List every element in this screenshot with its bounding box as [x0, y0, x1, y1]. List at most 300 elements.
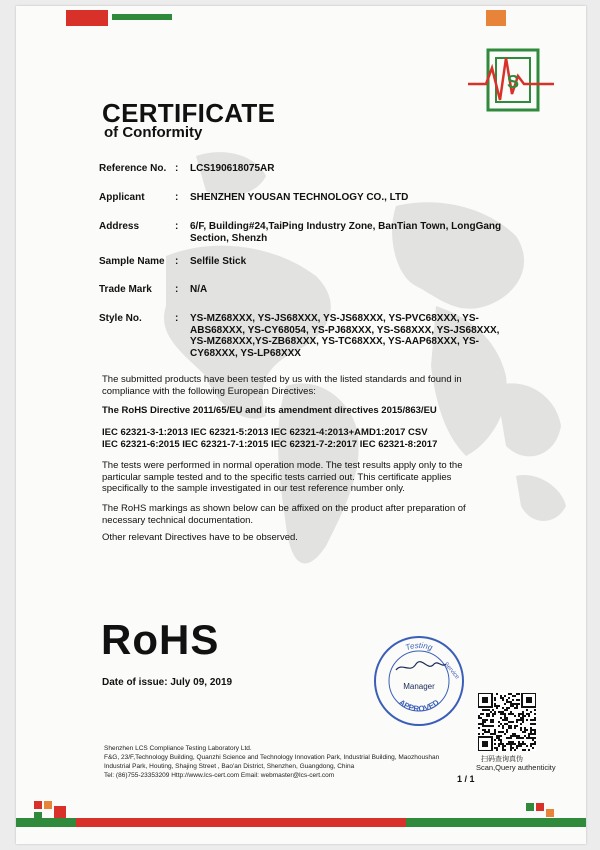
approval-stamp-icon — [372, 634, 466, 728]
qr-module — [528, 735, 530, 737]
qr-module — [520, 737, 522, 739]
qr-module — [500, 731, 502, 733]
qr-module — [514, 725, 516, 727]
qr-module — [502, 727, 504, 729]
qr-module — [522, 721, 524, 723]
qr-module — [498, 737, 500, 739]
qr-module — [502, 707, 504, 709]
qr-module — [508, 741, 510, 743]
lcs-logo-icon — [466, 46, 556, 116]
qr-module — [516, 745, 518, 747]
qr-module — [510, 713, 512, 715]
qr-module — [488, 731, 490, 733]
qr-module — [520, 729, 522, 731]
qr-module — [516, 721, 518, 723]
standards-line-1: IEC 62321-3-1:2013 IEC 62321-5:2013 IEC 62321-4:2013+AMD1:2017 CSV — [102, 427, 428, 438]
qr-module — [500, 723, 502, 725]
qr-module — [484, 729, 486, 731]
qr-module — [534, 733, 536, 735]
qr-module — [506, 707, 508, 709]
qr-module — [492, 721, 494, 723]
qr-module — [486, 719, 488, 721]
qr-module — [508, 697, 510, 699]
qr-module — [514, 715, 516, 717]
qr-module — [488, 713, 490, 715]
qr-module — [490, 725, 492, 727]
qr-module — [526, 729, 528, 731]
qr-module — [506, 709, 508, 711]
qr-module — [514, 695, 516, 697]
qr-module — [506, 723, 508, 725]
qr-module — [522, 741, 524, 743]
qr-module — [484, 721, 486, 723]
qr-module — [530, 737, 532, 739]
qr-module — [486, 713, 488, 715]
qr-module — [508, 693, 510, 695]
field-colon: : — [175, 221, 179, 232]
qr-module — [526, 709, 528, 711]
qr-module — [518, 743, 520, 745]
qr-module — [504, 715, 506, 717]
qr-module — [498, 743, 500, 745]
qr-module — [492, 709, 494, 711]
qr-module — [478, 733, 480, 735]
qr-module — [482, 729, 484, 731]
qr-module — [504, 713, 506, 715]
scan-english-label: Scan,Query authenticity — [476, 763, 556, 772]
qr-module — [504, 733, 506, 735]
directive-line: The RoHS Directive 2011/65/EU and its amendment directives 2015/863/EU — [102, 405, 437, 416]
markings-paragraph: The RoHS markings as shown below can be affixed on the product after preparation of necessary technical documentation. — [102, 503, 466, 526]
top-decorative-bar — [16, 6, 586, 16]
qr-module — [484, 719, 486, 721]
qr-module — [522, 713, 524, 715]
qr-module — [492, 719, 494, 721]
certificate-page — [16, 6, 586, 844]
qr-module — [508, 707, 510, 709]
qr-module — [532, 729, 534, 731]
applicant-label: Applicant — [99, 192, 145, 203]
date-of-issue: Date of issue: July 09, 2019 — [102, 677, 233, 688]
qr-module — [518, 703, 520, 705]
trade-mark-label: Trade Mark — [99, 284, 152, 295]
qr-module — [514, 735, 516, 737]
qr-module — [530, 745, 532, 747]
qr-module — [502, 731, 504, 733]
qr-module — [498, 711, 500, 713]
qr-module — [526, 745, 528, 747]
qr-module — [490, 719, 492, 721]
qr-module — [498, 735, 500, 737]
qr-module — [520, 727, 522, 729]
qr-module — [510, 737, 512, 739]
qr-module — [496, 693, 498, 695]
qr-module — [510, 745, 512, 747]
qr-module — [480, 723, 482, 725]
tests-paragraph: The tests were performed in normal operation mode. The test results apply only to the particular sample tested and to the specific tests carried out. This certificate applies specifically to the sample investigated in our test reference number only. — [102, 460, 463, 494]
qr-module — [494, 743, 496, 745]
qr-module — [516, 725, 518, 727]
qr-module — [502, 699, 504, 701]
qr-module — [500, 717, 502, 719]
qr-module — [510, 743, 512, 745]
qr-module — [498, 725, 500, 727]
qr-module — [524, 715, 526, 717]
qr-module — [508, 701, 510, 703]
qr-module — [528, 713, 530, 715]
qr-module — [522, 743, 524, 745]
qr-module — [506, 731, 508, 733]
qr-module — [496, 705, 498, 707]
qr-module — [488, 725, 490, 727]
qr-module — [506, 737, 508, 739]
qr-module — [502, 719, 504, 721]
qr-module — [534, 717, 536, 719]
qr-module — [502, 745, 504, 747]
qr-module — [514, 727, 516, 729]
qr-module — [510, 735, 512, 737]
address-value: 6/F, Building#24,TaiPing Industry Zone, BanTian Town, LongGang Section, Shenzh — [190, 221, 502, 244]
qr-module — [482, 733, 484, 735]
qr-module — [478, 723, 480, 725]
qr-module — [522, 719, 524, 721]
qr-module — [482, 725, 484, 727]
qr-module — [524, 735, 526, 737]
qr-module — [534, 709, 536, 711]
bottom-decorative-bar — [16, 800, 586, 830]
qr-module — [516, 735, 518, 737]
stamp-role: Manager — [403, 682, 435, 691]
qr-module — [504, 703, 506, 705]
qr-module — [494, 711, 496, 713]
qr-module — [516, 703, 518, 705]
qr-module — [514, 707, 516, 709]
qr-module — [512, 699, 514, 701]
qr-module — [496, 737, 498, 739]
qr-module — [534, 743, 536, 745]
qr-module — [480, 717, 482, 719]
qr-module — [500, 743, 502, 745]
style-no-label: Style No. — [99, 313, 142, 324]
qr-module — [524, 749, 526, 751]
qr-module — [528, 733, 530, 735]
qr-module — [530, 733, 532, 735]
qr-module — [492, 713, 494, 715]
qr-module — [512, 703, 514, 705]
rohs-mark: RoHS — [101, 616, 220, 663]
qr-module — [510, 693, 512, 695]
style-no-value: YS-MZ68XXX, YS-JS68XXX, YS-JS68XXX, YS-PVC68XXX, YS-ABS68XXX, YS-CY68054, YS-PJ68XXX, YS-S68XXX, YS-JS68XXX, YS-MZ68XXX,YS-ZB68XXX, YS-TC68XXX, YS-AAP68XXX, YS-CY68XXX, YS-LP68XXX — [190, 313, 500, 359]
qr-module — [532, 733, 534, 735]
qr-module — [478, 727, 480, 729]
qr-module — [500, 695, 502, 697]
qr-module — [504, 709, 506, 711]
field-colon: : — [175, 256, 179, 267]
qr-module — [494, 705, 496, 707]
qr-module — [528, 715, 530, 717]
qr-module — [518, 741, 520, 743]
qr-module — [496, 749, 498, 751]
svg-text:APPROVED — [397, 698, 441, 714]
qr-module — [484, 725, 486, 727]
qr-module — [496, 735, 498, 737]
field-colon: : — [175, 192, 179, 203]
qr-module — [530, 729, 532, 731]
qr-module — [510, 711, 512, 713]
qr-module — [494, 747, 496, 749]
qr-module — [516, 699, 518, 701]
qr-module — [530, 723, 532, 725]
footer-contact: Tel: (86)755-23353209 Http://www.lcs-cert.com Email: webmaster@lcs-cert.com — [104, 772, 335, 779]
qr-module — [502, 711, 504, 713]
qr-module — [522, 717, 524, 719]
certificate-title: CERTIFICATE — [102, 98, 276, 128]
qr-module — [506, 701, 508, 703]
qr-module — [518, 693, 520, 695]
qr-module — [500, 697, 502, 699]
svg-text:S: S — [506, 72, 520, 92]
qr-module — [510, 741, 512, 743]
sample-name-value: Selfile Stick — [190, 256, 247, 267]
qr-module — [522, 715, 524, 717]
qr-module — [484, 709, 486, 711]
qr-module — [508, 721, 510, 723]
qr-module — [512, 735, 514, 737]
qr-module — [504, 749, 506, 751]
qr-module — [490, 711, 492, 713]
standards-line-2: IEC 62321-6:2015 IEC 62321-7-1:2015 IEC 62321-7-2:2017 IEC 62321-8:2017 — [102, 439, 438, 450]
qr-module — [492, 725, 494, 727]
qr-module — [488, 715, 490, 717]
qr-module — [500, 739, 502, 741]
qr-module — [492, 715, 494, 717]
qr-module — [530, 731, 532, 733]
qr-module — [510, 749, 512, 751]
qr-module — [486, 715, 488, 717]
reference-label: Reference No. — [99, 163, 167, 174]
qr-module — [514, 749, 516, 751]
qr-module — [532, 723, 534, 725]
qr-module — [512, 695, 514, 697]
qr-module — [518, 735, 520, 737]
qr-module — [496, 747, 498, 749]
qr-module — [534, 741, 536, 743]
qr-module — [502, 743, 504, 745]
field-colon: : — [175, 163, 179, 174]
qr-module — [486, 725, 488, 727]
qr-module — [504, 717, 506, 719]
qr-module — [504, 695, 506, 697]
qr-module — [532, 739, 534, 741]
qr-module — [528, 737, 530, 739]
qr-code-icon[interactable] — [478, 693, 536, 751]
qr-module — [504, 719, 506, 721]
intro-paragraph: The submitted products have been tested by us with the listed standards and found in compliance with the following European Directives: — [102, 374, 462, 397]
qr-module — [532, 743, 534, 745]
qr-module — [512, 713, 514, 715]
qr-module — [488, 709, 490, 711]
reference-value: LCS190618075AR — [190, 163, 275, 174]
qr-module — [512, 733, 514, 735]
qr-module — [524, 727, 526, 729]
qr-module — [520, 717, 522, 719]
qr-module — [502, 713, 504, 715]
qr-module — [492, 733, 494, 735]
qr-module — [520, 723, 522, 725]
qr-module — [482, 721, 484, 723]
qr-module — [504, 723, 506, 725]
qr-module — [510, 701, 512, 703]
qr-module — [516, 719, 518, 721]
qr-module — [502, 747, 504, 749]
qr-module — [488, 729, 490, 731]
qr-module — [482, 709, 484, 711]
applicant-value: SHENZHEN YOUSAN TECHNOLOGY CO., LTD — [190, 192, 409, 203]
qr-module — [526, 737, 528, 739]
qr-module — [516, 737, 518, 739]
qr-module — [520, 743, 522, 745]
qr-module — [534, 731, 536, 733]
qr-module — [530, 711, 532, 713]
qr-module — [516, 705, 518, 707]
qr-module — [508, 725, 510, 727]
footer-lab-name: Shenzhen LCS Compliance Testing Laboratory Ltd. — [104, 745, 252, 752]
qr-module — [526, 719, 528, 721]
qr-module — [532, 719, 534, 721]
qr-module — [518, 715, 520, 717]
qr-module — [498, 745, 500, 747]
qr-module — [512, 743, 514, 745]
qr-module — [508, 713, 510, 715]
qr-module — [506, 729, 508, 731]
qr-module — [512, 721, 514, 723]
qr-module — [514, 743, 516, 745]
qr-module — [510, 705, 512, 707]
qr-module — [498, 705, 500, 707]
qr-module — [496, 707, 498, 709]
qr-module — [510, 703, 512, 705]
qr-module — [530, 743, 532, 745]
qr-module — [482, 719, 484, 721]
qr-module — [508, 727, 510, 729]
scan-chinese-label: 扫码查询真伪 — [481, 756, 523, 763]
qr-module — [516, 693, 518, 695]
qr-module — [518, 719, 520, 721]
qr-module — [504, 745, 506, 747]
qr-module — [494, 713, 496, 715]
field-colon: : — [175, 284, 179, 295]
qr-module — [524, 729, 526, 731]
qr-module — [508, 737, 510, 739]
qr-module — [494, 697, 496, 699]
page-number: 1 / 1 — [457, 774, 475, 784]
stamp-service-text: Service — [442, 661, 460, 681]
footer-address: F&G, 23/F,Technology Building, Quanzhi Science and Technology Innovation Park, Industrial Building, Maozhoushan Industrial Park, Houting, Shajing Street , Bao'an District, Shenzhen, Guangdong, China — [104, 754, 440, 770]
qr-module — [478, 717, 480, 719]
qr-module — [532, 747, 534, 749]
qr-module — [518, 745, 520, 747]
qr-module — [510, 727, 512, 729]
qr-module — [506, 743, 508, 745]
qr-module — [510, 725, 512, 727]
qr-module — [480, 713, 482, 715]
footer-block — [104, 744, 464, 780]
other-directives-paragraph: Other relevant Directives have to be observed. — [102, 532, 298, 543]
qr-module — [534, 723, 536, 725]
trade-mark-value: N/A — [190, 284, 208, 295]
qr-module — [512, 705, 514, 707]
qr-module — [500, 711, 502, 713]
qr-module — [526, 713, 528, 715]
qr-module — [494, 729, 496, 731]
qr-module — [524, 731, 526, 733]
sample-name-label: Sample Name — [99, 256, 165, 267]
stamp-arc-text: Testing — [404, 640, 434, 653]
qr-module — [512, 747, 514, 749]
qr-module — [518, 699, 520, 701]
qr-module — [502, 749, 504, 751]
qr-module — [494, 731, 496, 733]
qr-module — [534, 719, 536, 721]
qr-module — [486, 731, 488, 733]
qr-module — [494, 703, 496, 705]
qr-module — [516, 707, 518, 709]
qr-module — [484, 731, 486, 733]
qr-module — [520, 719, 522, 721]
qr-module — [506, 717, 508, 719]
qr-module — [528, 749, 530, 751]
qr-module — [510, 721, 512, 723]
qr-module — [522, 731, 524, 733]
qr-module — [494, 699, 496, 701]
address-label: Address — [99, 221, 140, 232]
qr-module — [522, 749, 524, 751]
qr-module — [514, 703, 516, 705]
field-colon: : — [175, 313, 179, 324]
certificate-subtitle: of Conformity — [104, 124, 203, 141]
qr-module — [520, 713, 522, 715]
qr-module — [490, 721, 492, 723]
qr-module — [534, 737, 536, 739]
qr-module — [530, 727, 532, 729]
qr-module — [524, 743, 526, 745]
qr-module — [498, 731, 500, 733]
qr-module — [494, 739, 496, 741]
qr-module — [478, 715, 480, 717]
qr-module — [510, 747, 512, 749]
qr-module — [500, 713, 502, 715]
qr-module — [482, 713, 484, 715]
qr-module — [502, 725, 504, 727]
qr-module — [522, 737, 524, 739]
qr-module — [494, 733, 496, 735]
qr-module — [520, 745, 522, 747]
qr-module — [500, 735, 502, 737]
stamp-approved-text: APPROVED — [397, 697, 441, 714]
qr-module — [506, 719, 508, 721]
qr-module — [518, 713, 520, 715]
qr-module — [522, 711, 524, 713]
qr-module — [482, 723, 484, 725]
qr-module — [514, 733, 516, 735]
qr-module — [502, 697, 504, 699]
qr-module — [490, 733, 492, 735]
qr-module — [516, 747, 518, 749]
qr-module — [518, 737, 520, 739]
qr-module — [534, 729, 536, 731]
qr-module — [530, 719, 532, 721]
qr-module — [500, 741, 502, 743]
